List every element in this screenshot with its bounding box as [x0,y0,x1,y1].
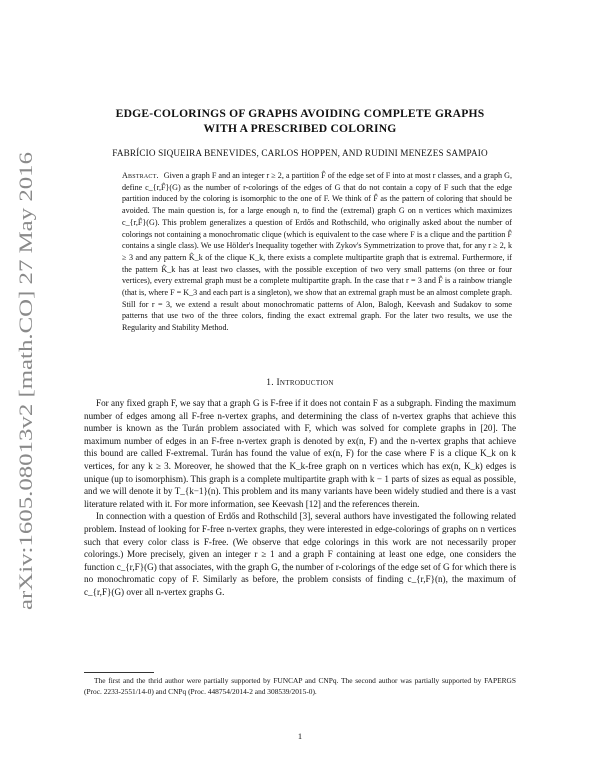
funding-footnote: The first and the thrid author were partially supported by FUNCAP and CNPq. The second author was partially supported by FAPERGS (Proc. 2233-2551/14-0) and CNPq (Proc. 448754/2014-2 and 308539/2015-0). [84,676,516,696]
author-list: FABRÍCIO SIQUEIRA BENEVIDES, CARLOS HOPPEN, AND RUDINI MENEZES SAMPAIO [112,148,488,158]
arxiv-identifier-text: arXiv:1605.08013v2 [math.CO] 27 May 2016 [16,259,37,610]
section-heading-introduction: 1. Introduction [266,378,334,388]
paper-title [90,106,510,136]
paper-title-line-2: WITH A PRESCRIBED COLORING [203,122,397,135]
arxiv-identifier-stamp [6,150,42,610]
introduction-body [84,397,516,599]
body-paragraph: For any fixed graph F, we say that a graph G is F-free if it does not contain F as a subgraph. Finding the maximum number of edges among all F-free n-vertex graphs, and determining the class of n-vertex graphs that achieve this number is known as the Turán problem associated with F, which was solved for complete graphs in [20]. The maximum number of edges in an F-free n-vertex graph is denoted by ex(n, F) and the n-vertex graphs that achieve this bound are called F-extremal. Turán has found the value of ex(n, F) for the case where F is a clique K_k on k vertices, for any k ≥ 3. Moreover, he showed that the K_k-free graph on n vertices which has ex(n, K_k) edges is unique (up to isomorphism). This graph is a complete multipartite graph with k − 1 parts of sizes as equal as possible, and we will denote it by T_{k−1}(n). This problem and its many variants have been widely studied and there is a vast literature related with it. For more information, see Keevash [12] and the references therein. [84,398,516,509]
footnote-divider [84,672,154,673]
abstract [122,170,512,334]
page-number: 1 [297,731,303,741]
abstract-label: Abstract. [122,171,159,180]
abstract-text: Given a graph F and an integer r ≥ 2, a partition F̂ of the edge set of F into at most r classes, and a graph G, define c_{r,F̂}(G) as the number of r-colorings of the edges of G that do not contain a copy of F such that the edge partition induced by the coloring is isomorphic to the one of F. We think of F̂ as the pattern of coloring that should be avoided. The main question is, for a large enough n, to find the (extremal) graph G on n vertices which maximizes c_{r,F̂}(G). This problem generalizes a question of Erdős and Rothschild, who originally asked about the number of colorings not containing a monochromatic clique (which is equivalent to the case where F is a clique and the partition F̂ contains a single class). We use Hölder's Inequality together with Zykov's Symmetrization to prove that, for any r ≥ 2, k ≥ 3 and any pattern K̂_k of the clique K_k, there exists a complete multipartite graph that is extremal. Furthermore, if the pattern K̂_k has at least two classes, with the possible exception of two very small patterns (on three or four vertices), every extremal graph must be a complete multipartite graph. In the case that r = 3 and F̂ is a rainbow triangle (that is, where F = K_3 and each part is a singleton), we show that an extremal graph must be an almost complete graph. Still for r = 3, we extend a result about monochromatic patterns of Alon, Balogh, Keevash and Sudakov to some patterns that use two of the three colors, finding the exact extremal graph. For the later two results, we use the Regularity and Stability Method. [122,171,512,333]
body-paragraph: In connection with a question of Erdős and Rothschild [3], several authors have investigated the following related problem. Instead of looking for F-free n-vertex graphs, they were interested in edge-colorings of graphs on n vertices such that every color class is F-free. (We observe that edge colorings in this work are not necessarily proper colorings.) More precisely, given an integer r ≥ 1 and a graph F containing at least one edge, one considers the function c_{r,F}(G) that associates, with the graph G, the number of r-colorings of the edge set of G for which there is no monochromatic copy of F. Similarly as before, the problem consists of finding c_{r,F}(n), the maximum of c_{r,F}(G) over all n-vertex graphs G. [84,511,516,597]
paper-title-line-1: EDGE-COLORINGS OF GRAPHS AVOIDING COMPLETE GRAPHS [115,107,485,120]
